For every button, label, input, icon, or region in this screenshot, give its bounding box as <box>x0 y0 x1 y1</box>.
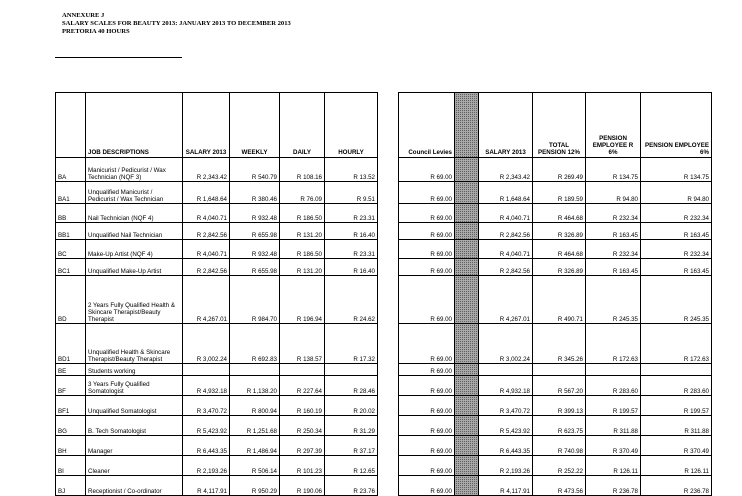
header-rule <box>55 57 182 58</box>
job-description: Students working <box>86 364 183 376</box>
table-row <box>399 436 712 456</box>
salary-value: R 2,842.56 <box>183 259 230 276</box>
council-levy-value: R 69.00 <box>399 204 455 223</box>
table-row <box>56 158 378 182</box>
table-row <box>399 416 712 436</box>
pension-employee-r-value: R 283.60 <box>586 376 641 396</box>
weekly-value: R 540.79 <box>230 158 280 182</box>
council-levy-value: R 69.00 <box>399 259 455 276</box>
shaded-separator-cell <box>455 416 479 436</box>
salary-value: R 4,040.71 <box>183 240 230 259</box>
hourly-value: R 24.62 <box>325 276 378 324</box>
total-pension-value: R 623.75 <box>533 416 586 436</box>
table-row <box>399 259 712 276</box>
job-code: BH <box>56 436 86 456</box>
table-row <box>56 456 378 476</box>
table-row <box>56 182 378 204</box>
total-pension-value: R 189.59 <box>533 182 586 204</box>
weekly-value: R 932.48 <box>230 240 280 259</box>
job-code: BE <box>56 364 86 376</box>
council-levy-value: R 69.00 <box>399 223 455 240</box>
job-description: Manager <box>86 436 183 456</box>
salary-value: R 2,193.26 <box>479 456 533 476</box>
job-code: BI <box>56 456 86 476</box>
job-code: BD <box>56 276 86 324</box>
weekly-value: R 692.83 <box>230 324 280 364</box>
pension-employee-column-header: PENSION EMPLOYEE 6% <box>641 93 712 158</box>
table-row <box>56 376 378 396</box>
hourly-value: R 23.31 <box>325 204 378 223</box>
pension-employee-r-value: R 126.11 <box>586 456 641 476</box>
daily-value: R 186.50 <box>280 240 325 259</box>
daily-value: R 227.64 <box>280 376 325 396</box>
daily-value: R 160.19 <box>280 396 325 416</box>
job-description: 3 Years Fully Qualified Somatologist <box>86 376 183 396</box>
council-levy-value: R 69.00 <box>399 324 455 364</box>
job-code: BD1 <box>56 324 86 364</box>
document-title: SALARY SCALES FOR BEAUTY 2013: JANUARY 2013 TO DECEMBER 2013 <box>62 20 291 27</box>
salary-value: R 4,932.18 <box>479 376 533 396</box>
hourly-value: R 37.17 <box>325 436 378 456</box>
salary-column-header: SALARY 2013 <box>183 93 230 158</box>
shaded-separator-cell <box>455 223 479 240</box>
weekly-value: R 380.46 <box>230 182 280 204</box>
job-code: BA <box>56 158 86 182</box>
job-description: Nail Technician (NQF 4) <box>86 204 183 223</box>
council-levy-value: R 69.00 <box>399 182 455 204</box>
salary-value: R 3,470.72 <box>183 396 230 416</box>
job-code: BJ <box>56 476 86 496</box>
total-pension-value: R 464.68 <box>533 204 586 223</box>
pension-employee-r-value: R 370.49 <box>586 436 641 456</box>
shaded-separator-cell <box>455 396 479 416</box>
daily-value: R 190.06 <box>280 476 325 496</box>
total-pension-value: R 326.89 <box>533 259 586 276</box>
weekly-value: R 1,138.20 <box>230 376 280 396</box>
daily-value: R 101.23 <box>280 456 325 476</box>
code-column-header <box>56 93 86 158</box>
table-row <box>399 182 712 204</box>
pension-employee-value: R 126.11 <box>641 456 712 476</box>
job-code: BB1 <box>56 223 86 240</box>
pension-employee-r-value: R 311.88 <box>586 416 641 436</box>
job-code: BF <box>56 376 86 396</box>
shaded-separator-cell <box>455 436 479 456</box>
salary-value <box>479 364 533 376</box>
salary-value: R 2,842.56 <box>479 223 533 240</box>
table-row <box>56 436 378 456</box>
pension-employee-r-value: R 199.57 <box>586 396 641 416</box>
total-pension-value: R 490.71 <box>533 276 586 324</box>
pension-employee-r-value: R 134.75 <box>586 158 641 182</box>
daily-value <box>280 364 325 376</box>
table-row <box>56 416 378 436</box>
shaded-separator-cell <box>455 240 479 259</box>
total-pension-column-header: TOTAL PENSION 12% <box>533 93 586 158</box>
table-row <box>56 276 378 324</box>
hourly-value: R 31.29 <box>325 416 378 436</box>
daily-value: R 76.09 <box>280 182 325 204</box>
shaded-separator-cell <box>455 276 479 324</box>
table-row <box>56 364 378 376</box>
pension-employee-r-value: R 163.45 <box>586 259 641 276</box>
total-pension-value: R 740.98 <box>533 436 586 456</box>
pension-employee-r-value: R 94.80 <box>586 182 641 204</box>
shaded-separator-cell <box>455 456 479 476</box>
salary-value: R 4,040.71 <box>479 240 533 259</box>
hourly-value: R 28.46 <box>325 376 378 396</box>
council-levy-value: R 69.00 <box>399 416 455 436</box>
hourly-value: R 20.02 <box>325 396 378 416</box>
daily-value: R 138.57 <box>280 324 325 364</box>
shaded-separator-cell <box>455 158 479 182</box>
document-subtitle: PRETORIA 40 HOURS <box>62 28 130 35</box>
table-row <box>399 158 712 182</box>
pension-employee-r-value: R 232.34 <box>586 204 641 223</box>
daily-value: R 131.20 <box>280 259 325 276</box>
salary-value: R 2,842.56 <box>479 259 533 276</box>
job-code: BC1 <box>56 259 86 276</box>
table-header-row <box>56 93 378 158</box>
daily-value: R 108.16 <box>280 158 325 182</box>
weekly-value: R 655.98 <box>230 223 280 240</box>
salary-scales-table <box>55 92 378 496</box>
shaded-separator-cell <box>455 259 479 276</box>
council-levy-value: R 69.00 <box>399 396 455 416</box>
hourly-value <box>325 364 378 376</box>
salary-value: R 4,040.71 <box>479 204 533 223</box>
pension-employee-value: R 245.35 <box>641 276 712 324</box>
pension-employee-r-column-header: PENSION EMPLOYEE R 6% <box>586 93 641 158</box>
document-header <box>62 12 291 36</box>
daily-value: R 297.39 <box>280 436 325 456</box>
job-description: 2 Years Fully Qualified Health & Skincare Therapist/Beauty Therapist <box>86 276 183 324</box>
annexure-label: ANNEXURE J <box>62 12 105 19</box>
pension-employee-value: R 232.34 <box>641 204 712 223</box>
council-levy-value: R 69.00 <box>399 276 455 324</box>
salary-value <box>183 364 230 376</box>
job-code: BA1 <box>56 182 86 204</box>
council-levy-value: R 69.00 <box>399 476 455 496</box>
total-pension-value: R 464.68 <box>533 240 586 259</box>
table-row <box>56 223 378 240</box>
weekly-value: R 506.14 <box>230 456 280 476</box>
total-pension-value: R 269.49 <box>533 158 586 182</box>
salary-value: R 1,648.64 <box>183 182 230 204</box>
daily-value: R 196.94 <box>280 276 325 324</box>
pension-employee-r-value: R 232.34 <box>586 240 641 259</box>
weekly-value: R 800.94 <box>230 396 280 416</box>
job-description: Unqualified Health & Skincare Therapist/Beauty Therapist <box>86 324 183 364</box>
salary-value: R 5,423.92 <box>479 416 533 436</box>
table-row <box>56 204 378 223</box>
job-description: Cleaner <box>86 456 183 476</box>
job-description: B. Tech Somatologist <box>86 416 183 436</box>
pension-employee-r-value: R 163.45 <box>586 223 641 240</box>
pension-employee-r-value <box>586 364 641 376</box>
daily-value: R 131.20 <box>280 223 325 240</box>
table-row <box>399 324 712 364</box>
shaded-separator-column <box>455 93 479 158</box>
total-pension-value <box>533 364 586 376</box>
job-description: Unqualified Manicurist / Pedicurist / Wax Technician <box>86 182 183 204</box>
table-header-row <box>399 93 712 158</box>
salary-value: R 4,267.01 <box>479 276 533 324</box>
pension-levies-table <box>398 92 712 496</box>
salary-value: R 4,117.91 <box>479 476 533 496</box>
job-code: BG <box>56 416 86 436</box>
pension-employee-r-value: R 172.63 <box>586 324 641 364</box>
council-levy-value: R 69.00 <box>399 456 455 476</box>
total-pension-value: R 399.13 <box>533 396 586 416</box>
pension-employee-value: R 134.75 <box>641 158 712 182</box>
shaded-separator-cell <box>455 204 479 223</box>
total-pension-value: R 473.56 <box>533 476 586 496</box>
daily-value: R 250.34 <box>280 416 325 436</box>
pension-employee-value <box>641 364 712 376</box>
hourly-column-header: HOURLY <box>325 93 378 158</box>
council-levy-value: R 69.00 <box>399 364 455 376</box>
salary-value: R 2,343.42 <box>183 158 230 182</box>
pension-employee-value: R 163.45 <box>641 259 712 276</box>
weekly-value: R 932.48 <box>230 204 280 223</box>
hourly-value: R 23.76 <box>325 476 378 496</box>
salary-value: R 3,470.72 <box>479 396 533 416</box>
hourly-value: R 16.40 <box>325 223 378 240</box>
pension-employee-value: R 94.80 <box>641 182 712 204</box>
total-pension-value: R 345.26 <box>533 324 586 364</box>
job-description: Unqualified Make-Up Artist <box>86 259 183 276</box>
salary-value: R 4,932.18 <box>183 376 230 396</box>
table-row <box>399 376 712 396</box>
shaded-separator-cell <box>455 364 479 376</box>
salary-value: R 3,002.24 <box>479 324 533 364</box>
weekly-value: R 1,486.94 <box>230 436 280 456</box>
salary-value: R 2,193.26 <box>183 456 230 476</box>
salary-value: R 6,443.35 <box>183 436 230 456</box>
job-code: BB <box>56 204 86 223</box>
salary-value: R 4,267.01 <box>183 276 230 324</box>
table-row <box>399 223 712 240</box>
weekly-value: R 950.29 <box>230 476 280 496</box>
pension-employee-value: R 172.63 <box>641 324 712 364</box>
hourly-value: R 16.40 <box>325 259 378 276</box>
job-description: Unqualified Somatologist <box>86 396 183 416</box>
weekly-value: R 655.98 <box>230 259 280 276</box>
weekly-value: R 1,251.68 <box>230 416 280 436</box>
council-levy-value: R 69.00 <box>399 436 455 456</box>
salary-value: R 6,443.35 <box>479 436 533 456</box>
table-row <box>56 240 378 259</box>
table-row <box>56 396 378 416</box>
job-description: Manicurist / Pedicurist / Wax Technician (NQF 3) <box>86 158 183 182</box>
pension-employee-value: R 163.45 <box>641 223 712 240</box>
job-descriptions-column-header: JOB DESCRIPTIONS <box>86 93 183 158</box>
table-row <box>56 259 378 276</box>
job-code: BC <box>56 240 86 259</box>
table-row <box>56 324 378 364</box>
pension-employee-r-value: R 236.78 <box>586 476 641 496</box>
pension-employee-r-value: R 245.35 <box>586 276 641 324</box>
weekly-value: R 984.70 <box>230 276 280 324</box>
daily-column-header: DAILY <box>280 93 325 158</box>
pension-employee-value: R 236.78 <box>641 476 712 496</box>
table-row <box>399 396 712 416</box>
council-levy-value: R 69.00 <box>399 240 455 259</box>
salary-value: R 5,423.92 <box>183 416 230 436</box>
hourly-value: R 23.31 <box>325 240 378 259</box>
salary-column-header: SALARY 2013 <box>479 93 533 158</box>
job-description: Unqualified Nail Technician <box>86 223 183 240</box>
council-levies-column-header: Council Levies <box>399 93 455 158</box>
hourly-value: R 12.65 <box>325 456 378 476</box>
job-description: Make-Up Artist (NQF 4) <box>86 240 183 259</box>
pension-employee-value: R 199.57 <box>641 396 712 416</box>
daily-value: R 186.50 <box>280 204 325 223</box>
shaded-separator-cell <box>455 376 479 396</box>
salary-value: R 1,648.64 <box>479 182 533 204</box>
shaded-separator-cell <box>455 182 479 204</box>
hourly-value: R 13.52 <box>325 158 378 182</box>
weekly-value <box>230 364 280 376</box>
salary-value: R 2,343.42 <box>479 158 533 182</box>
table-row <box>399 204 712 223</box>
table-row <box>399 276 712 324</box>
salary-value: R 3,002.24 <box>183 324 230 364</box>
total-pension-value: R 252.22 <box>533 456 586 476</box>
pension-employee-value: R 311.88 <box>641 416 712 436</box>
salary-value: R 4,117.91 <box>183 476 230 496</box>
table-row <box>399 364 712 376</box>
total-pension-value: R 567.20 <box>533 376 586 396</box>
hourly-value: R 9.51 <box>325 182 378 204</box>
job-description: Receptionist / Co-ordinator <box>86 476 183 496</box>
shaded-separator-cell <box>455 324 479 364</box>
council-levy-value: R 69.00 <box>399 158 455 182</box>
pension-employee-value: R 283.60 <box>641 376 712 396</box>
weekly-column-header: WEEKLY <box>230 93 280 158</box>
council-levy-value: R 69.00 <box>399 376 455 396</box>
table-row <box>399 456 712 476</box>
job-code: BF1 <box>56 396 86 416</box>
pension-employee-value: R 232.34 <box>641 240 712 259</box>
pension-employee-value: R 370.49 <box>641 436 712 456</box>
table-row <box>399 240 712 259</box>
salary-value: R 4,040.71 <box>183 204 230 223</box>
salary-value: R 2,842.56 <box>183 223 230 240</box>
hourly-value: R 17.32 <box>325 324 378 364</box>
total-pension-value: R 326.89 <box>533 223 586 240</box>
